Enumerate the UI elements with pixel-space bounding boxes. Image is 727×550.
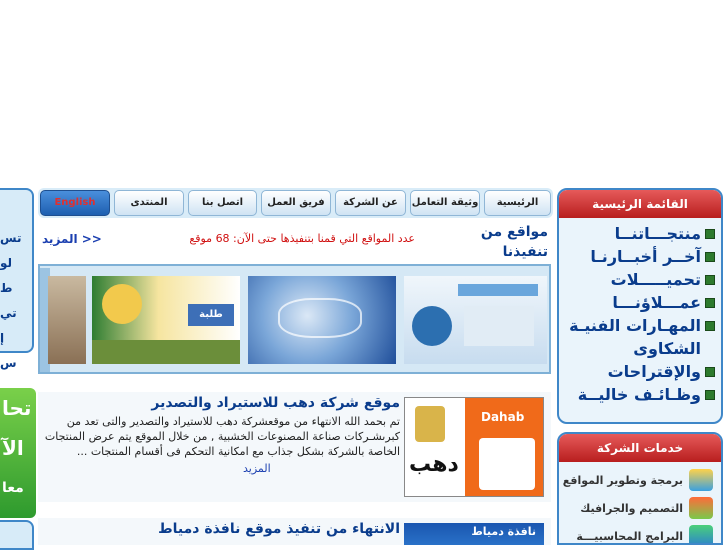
services-panel — [557, 432, 723, 545]
article-more-link[interactable]: المزيد — [243, 462, 271, 475]
gallery-thumb[interactable] — [248, 276, 396, 364]
article-image-caption: نافذة دمياط — [471, 525, 536, 538]
article-body: تم بحمد الله الانتهاء من موقعشركة دهب للاستيراد والتصدير والتى تعد من كبرىشـركات صناعة المصنوعات الخشبية , من خلال الموقع يتم عرض المنتجات الخاصة بالشركة بشكل جذاب مع امكانية التحكم فى أقسام المنتجات ... — [44, 415, 400, 458]
main-menu-title: القائمة الرئيسية — [559, 190, 721, 218]
service-label: البرامج المحاسبيـــة — [576, 529, 683, 543]
nav-forum[interactable]: المنتدى — [114, 190, 184, 216]
bullet-icon — [705, 367, 715, 377]
article-image[interactable] — [404, 523, 544, 545]
menu-label: عمـــلاؤنـــا — [612, 293, 701, 312]
menu-item-jobs[interactable] — [559, 383, 721, 406]
menu-item-downloads[interactable] — [559, 268, 721, 291]
bullet-icon — [705, 275, 715, 285]
article-title[interactable]: موقع شركة دهب للاستيراد والتصدير — [151, 395, 400, 411]
dahab-arabic-logo: دهب — [409, 452, 459, 477]
menu-label: المهـارات الفنيـة — [569, 316, 701, 335]
service-label: برمجة وتطوير المواقع — [562, 473, 683, 487]
projects-count: عدد المواقع التي قمنا بتنفيذها حتى الآن: 68 موقع — [189, 232, 415, 245]
nav-team[interactable]: فريق العمل — [261, 190, 331, 216]
banner-text: الآ — [2, 436, 24, 460]
left-fragment[interactable]: إ — [0, 331, 5, 345]
projects-title: مواقع من تنفيذنا — [480, 224, 548, 260]
menu-label: الشكاوى — [633, 339, 701, 358]
nav-about[interactable]: عن الشركة — [335, 190, 406, 216]
menu-label: تحميـــــلات — [610, 270, 701, 289]
gallery-thumb[interactable] — [48, 276, 86, 364]
bullet-icon — [705, 390, 715, 400]
bullet-icon — [705, 252, 715, 262]
top-nav-bar — [38, 188, 553, 218]
service-label: التصميم والجرافيك — [580, 501, 683, 515]
gallery-thumb[interactable] — [404, 276, 547, 364]
article-card — [38, 518, 551, 545]
nav-english[interactable]: English — [40, 190, 110, 216]
menu-item-suggestions[interactable] — [559, 360, 721, 383]
menu-item-clients[interactable] — [559, 291, 721, 314]
banner-text: معا — [2, 480, 24, 496]
menu-item-news[interactable] — [559, 245, 721, 268]
left-fragment[interactable]: تس — [0, 231, 22, 245]
projects-gallery — [38, 264, 551, 374]
service-design[interactable] — [559, 494, 721, 522]
menu-label: آخــر أخبــارنـا — [590, 247, 701, 266]
projects-more-link[interactable]: المزيد >> — [42, 232, 102, 246]
menu-item-skills[interactable] — [559, 314, 721, 337]
left-small-box — [0, 520, 34, 550]
nav-terms[interactable]: وثيقة التعامل — [410, 190, 480, 216]
left-fragment[interactable]: ط — [0, 281, 13, 295]
article-card — [38, 392, 551, 502]
nav-contact[interactable]: اتصل بنا — [188, 190, 257, 216]
left-fragment[interactable]: س — [0, 356, 17, 370]
menu-label: وظـائـف خاليــة — [577, 385, 701, 404]
bullet-icon — [705, 321, 715, 331]
article-image[interactable] — [404, 397, 544, 497]
gallery-thumb[interactable]: طلبة — [92, 276, 240, 364]
main-menu-panel — [557, 188, 723, 424]
dahab-brand: Dahab — [481, 410, 525, 424]
menu-item-products[interactable] — [559, 222, 721, 245]
service-web-dev[interactable] — [559, 466, 721, 494]
bullet-icon — [705, 229, 715, 239]
nav-home[interactable]: الرئيسية — [484, 190, 551, 216]
left-green-banner[interactable] — [0, 388, 36, 518]
article-title[interactable]: الانتهاء من تنفيذ موقع نافذة دمياط — [158, 521, 400, 537]
banner-text: تحا — [2, 396, 32, 420]
design-icon — [689, 497, 713, 519]
service-accounting[interactable] — [559, 522, 721, 545]
menu-label: والإقتراحات — [607, 362, 701, 381]
left-fragment[interactable]: تي — [0, 306, 17, 320]
web-dev-icon — [689, 469, 713, 491]
menu-label: منتجـــاتنــا — [614, 224, 701, 243]
menu-item-complaints[interactable] — [559, 337, 721, 360]
left-cutoff-panel — [0, 188, 34, 370]
left-fragment[interactable]: لو — [0, 256, 13, 270]
bullet-icon — [705, 298, 715, 308]
services-title: خدمات الشركة — [559, 434, 721, 462]
accounting-icon — [689, 525, 713, 545]
